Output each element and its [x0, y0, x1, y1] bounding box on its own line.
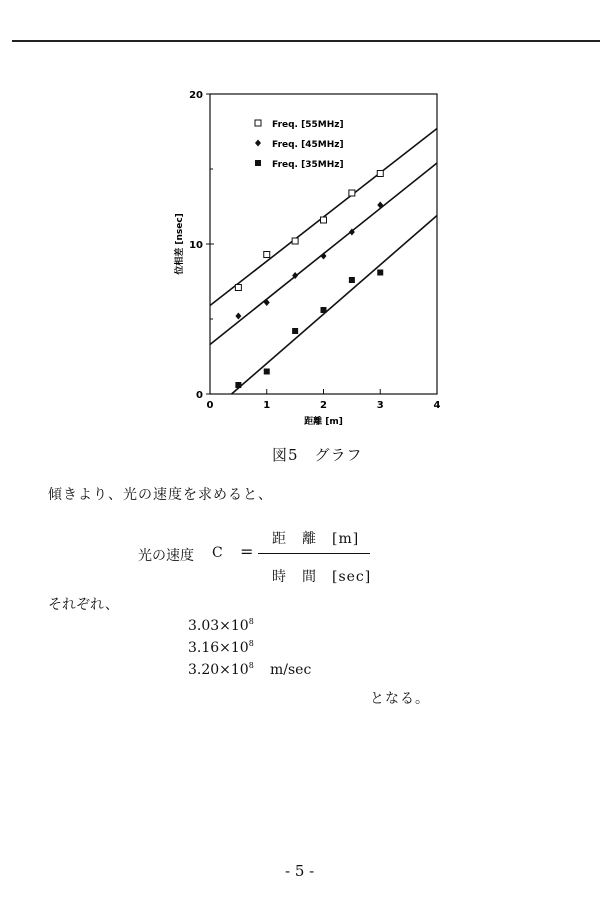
- plot-frame: [210, 94, 437, 394]
- legend-label-3: Freq. [35MHz]: [272, 160, 344, 170]
- data-point-series-3: [377, 270, 383, 276]
- fraction-denominator: 時 間 [sec]: [272, 569, 372, 585]
- equation-lhs: 光の速度: [138, 548, 194, 564]
- data-point-series-3: [235, 382, 241, 388]
- paragraph-respectively: それぞれ、: [48, 597, 119, 613]
- equation-symbol-c: C: [212, 545, 223, 561]
- y-tick-label: 20: [189, 90, 203, 101]
- speed-unit: m/sec: [270, 662, 312, 678]
- x-tick-label: 1: [263, 400, 271, 411]
- speed-value-3-base: 3.20×10: [188, 662, 249, 678]
- x-tick-label: 4: [433, 400, 441, 411]
- data-point-series-2: [321, 253, 327, 260]
- legend-marker-1: [255, 120, 261, 126]
- x-axis-label: 距離 [m]: [304, 417, 343, 427]
- header-rule: [12, 40, 600, 42]
- data-point-series-2: [235, 313, 241, 320]
- phase-distance-chart: [170, 84, 460, 434]
- data-point-series-1: [292, 238, 298, 244]
- speed-value-2-exponent: 8: [248, 639, 254, 648]
- data-point-series-1: [264, 252, 270, 258]
- page-number: - 5 -: [285, 862, 315, 880]
- legend-marker-2: [255, 140, 261, 147]
- speed-value-2: [188, 640, 254, 656]
- paragraph-slope: 傾きより、光の速度を求めると、: [48, 487, 273, 503]
- data-point-series-1: [349, 190, 355, 196]
- equation-equals: =: [240, 542, 254, 561]
- y-tick-label: 0: [196, 390, 203, 401]
- x-tick-label: 0: [206, 400, 214, 411]
- x-tick-label: 2: [320, 400, 327, 411]
- y-axis-label: 位相差 [nsec]: [175, 213, 185, 275]
- speed-value-1-base: 3.03×10: [188, 618, 249, 634]
- legend-label-2: Freq. [45MHz]: [272, 140, 344, 150]
- data-point-series-3: [264, 369, 270, 375]
- x-tick-label: 3: [376, 400, 384, 411]
- fraction-numerator: 距 離 [m]: [272, 531, 360, 547]
- speed-value-3: [188, 662, 254, 678]
- legend-marker-3: [255, 160, 261, 166]
- data-point-series-3: [349, 277, 355, 283]
- conclusion-text: となる。: [370, 691, 430, 707]
- speed-value-1-exponent: 8: [248, 617, 254, 626]
- speed-value-1: [188, 618, 254, 634]
- fraction-bar: [258, 553, 370, 554]
- data-point-series-1: [321, 217, 327, 223]
- fit-line-series-3: [232, 216, 437, 395]
- speed-value-3-exponent: 8: [248, 661, 254, 670]
- speed-value-2-base: 3.16×10: [188, 640, 249, 656]
- data-point-series-3: [292, 328, 298, 334]
- data-point-series-1: [235, 285, 241, 291]
- legend-label-1: Freq. [55MHz]: [272, 120, 344, 130]
- y-tick-label: 10: [189, 240, 203, 251]
- data-point-series-1: [377, 171, 383, 177]
- data-point-series-3: [321, 307, 327, 313]
- figure-caption: 図5 グラフ: [272, 446, 363, 464]
